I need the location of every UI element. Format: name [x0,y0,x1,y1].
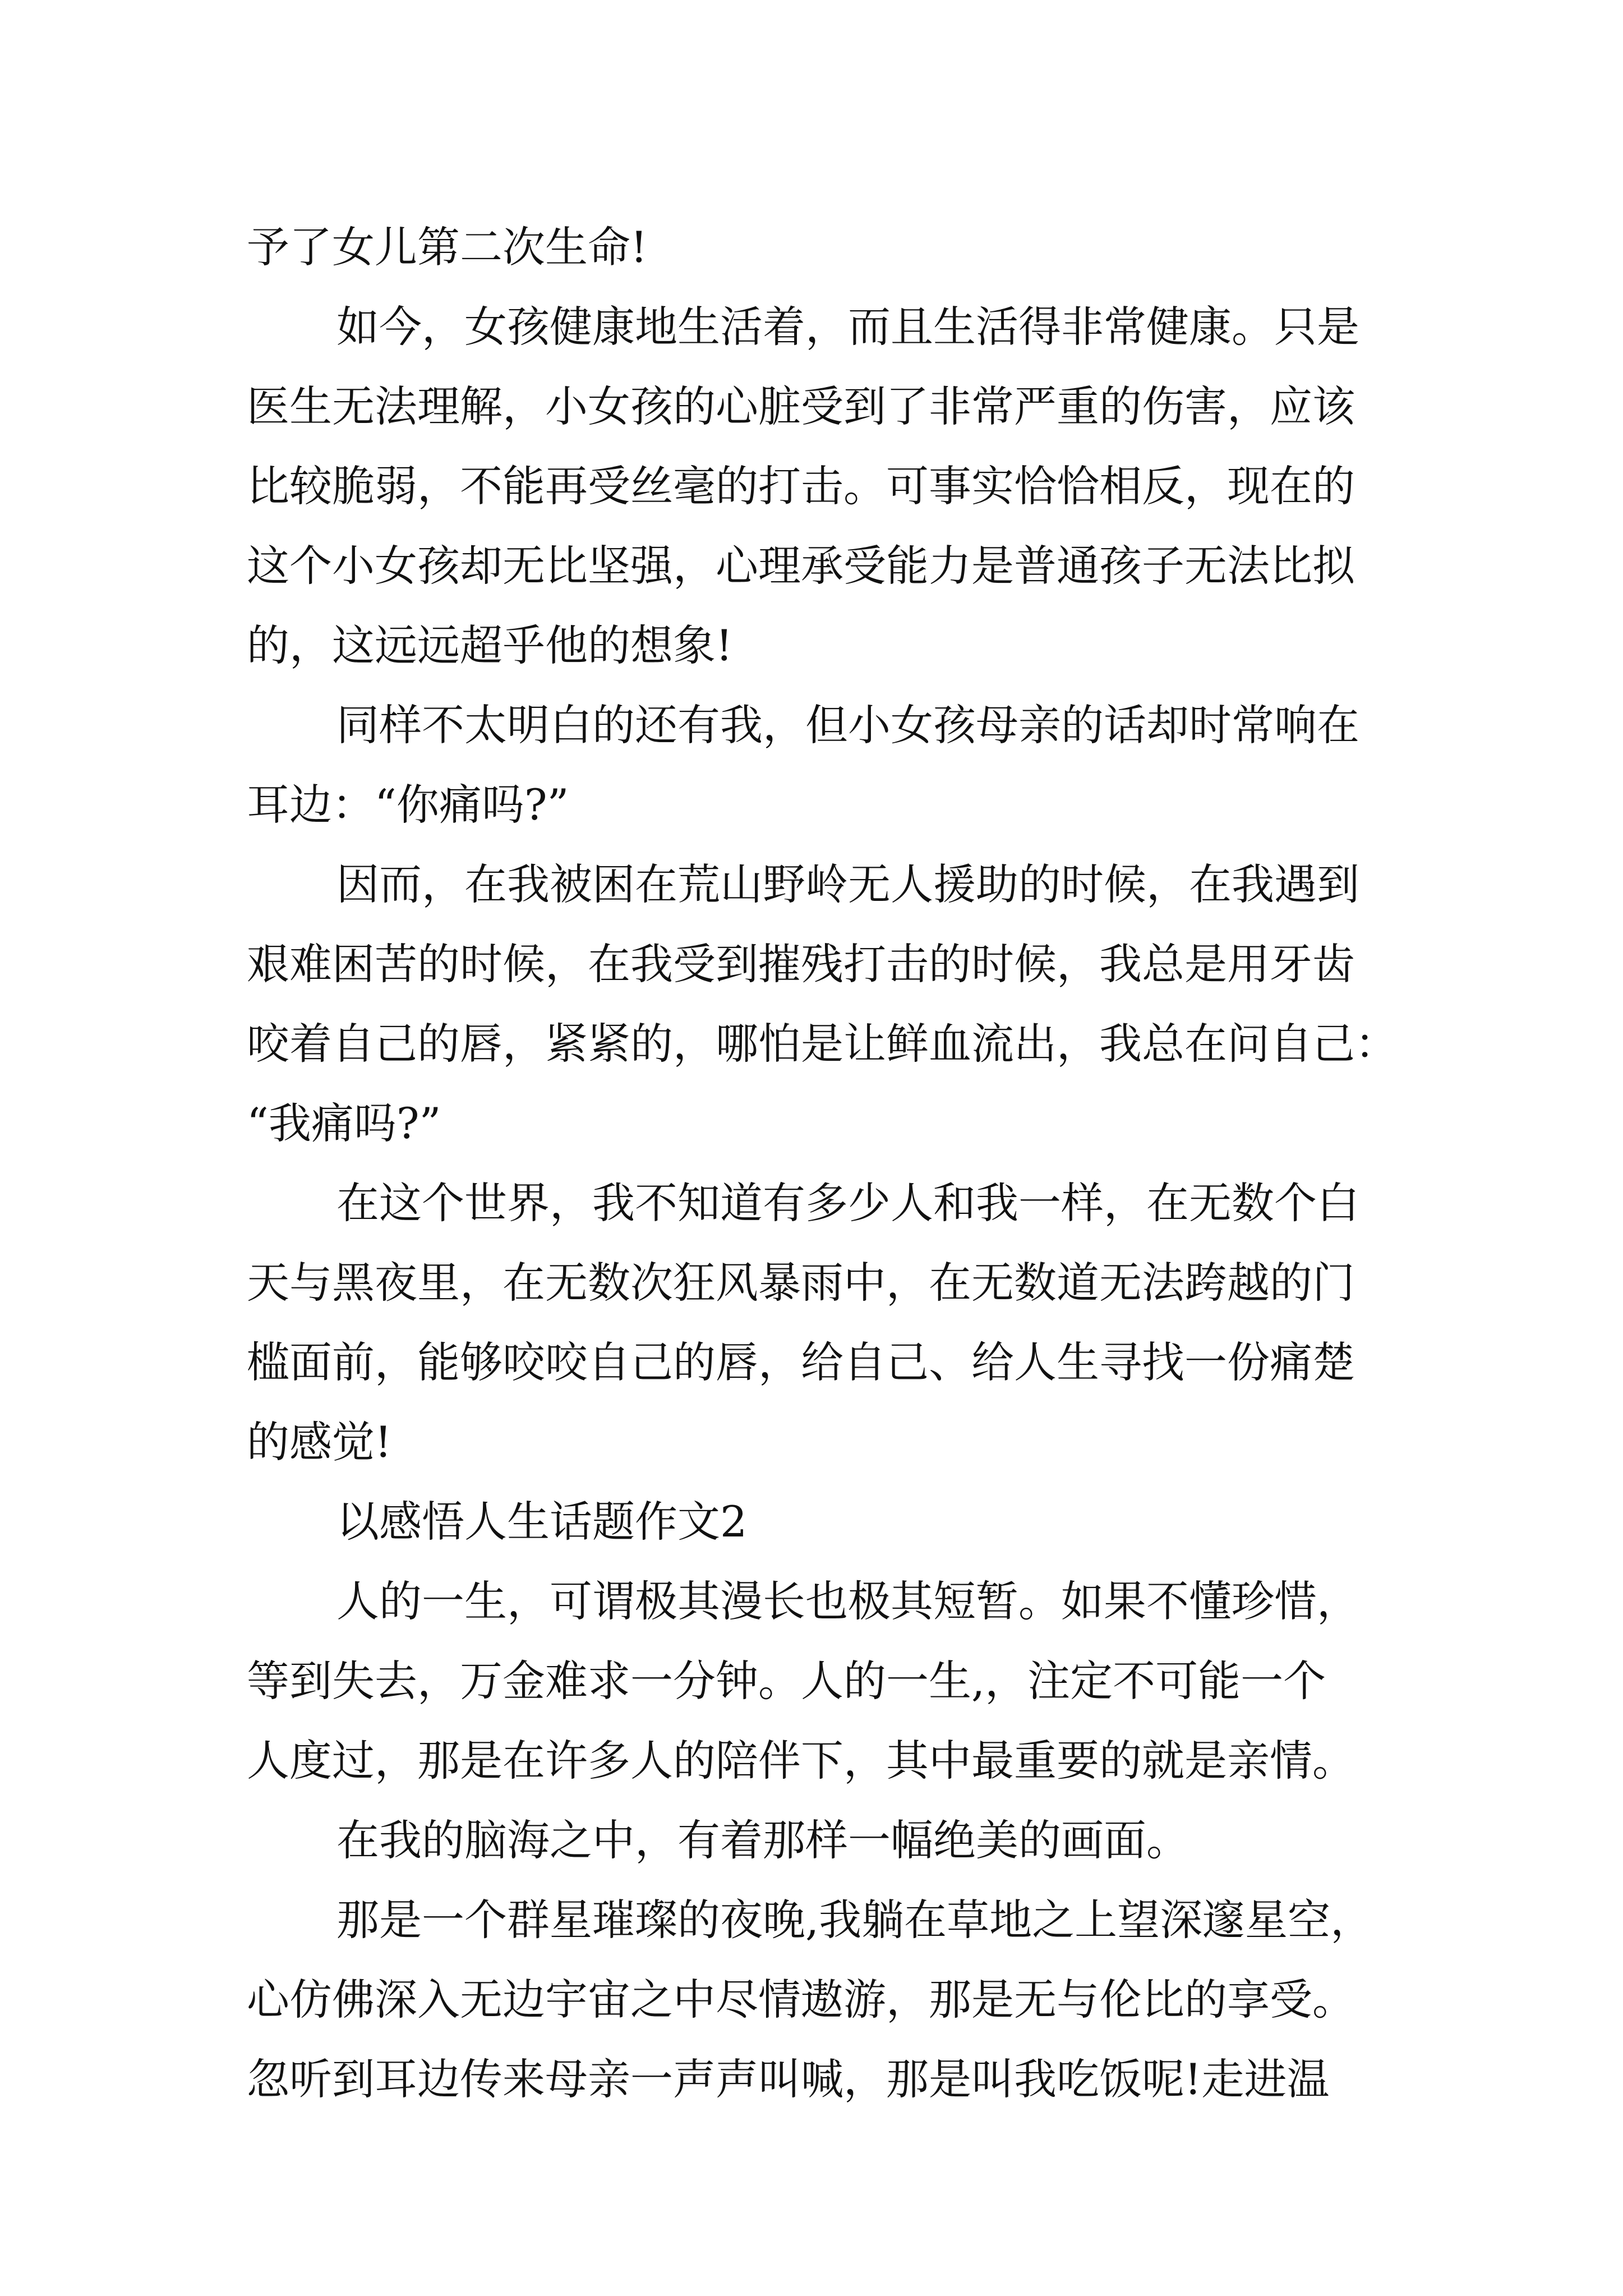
paragraph-first-line: 在这个世界，我不知道有多少人和我一样，在无数个白 [336,1178,1359,1228]
text-line: 等到失去，万金难求一分钟。人的一生,，注定不可能一个 [247,1656,1326,1706]
text-line: 咬着自己的唇，紧紧的，哪怕是让鲜血流出，我总在问自己： [247,1019,1398,1069]
text-line: 予了女儿第二次生命! [247,222,648,272]
text-line: 槛面前，能够咬咬自己的唇，给自己、给人生寻找一份痛楚 [247,1337,1355,1387]
text-line: 耳边：“你痛吗?” [247,780,569,830]
text-line: 的感觉! [247,1417,392,1467]
text-line: 人度过，那是在许多人的陪伴下，其中最重要的就是亲情。 [247,1736,1355,1786]
text-line: 忽听到耳边传来母亲一声声叫喊，那是叫我吃饭呢!走进温 [247,2054,1330,2104]
section-heading: 以感悟人生话题作文2 [336,1497,748,1547]
paragraph-first-line: 因而，在我被困在荒山野岭无人援助的时候，在我遇到 [336,859,1359,909]
paragraph-first-line: 同样不太明白的还有我，但小女孩母亲的话却时常响在 [336,700,1359,750]
paragraph-first-line: 如今，女孩健康地生活着，而且生活得非常健康。只是 [336,302,1359,352]
text-line: 的，这远远超乎他的想象! [247,620,733,670]
text-line: 医生无法理解，小女孩的心脏受到了非常严重的伤害，应该 [247,381,1355,431]
essay-body [247,208,1398,2119]
text-line: 比较脆弱，不能再受丝毫的打击。可事实恰恰相反，现在的 [247,461,1355,511]
text-line: 心仿佛深入无边宇宙之中尽情遨游，那是无与伦比的享受。 [247,1975,1355,2024]
paragraph-first-line: 在我的脑海之中，有着那样一幅绝美的画面。 [336,1815,1189,1865]
text-line: 天与黑夜里，在无数次狂风暴雨中，在无数道无法跨越的门 [247,1258,1355,1308]
text-line: “我痛吗?” [247,1098,441,1148]
paragraph-first-line: 人的一生，可谓极其漫长也极其短暂。如果不懂珍惜， [336,1576,1359,1626]
text-line: 艰难困苦的时候，在我受到摧残打击的时候，我总是用牙齿 [247,939,1355,989]
paragraph-first-line: 那是一个群星璀璨的夜晚,我躺在草地之上望深邃星空， [336,1895,1373,1945]
text-line: 这个小女孩却无比坚强，心理承受能力是普通孩子无法比拟 [247,541,1355,591]
